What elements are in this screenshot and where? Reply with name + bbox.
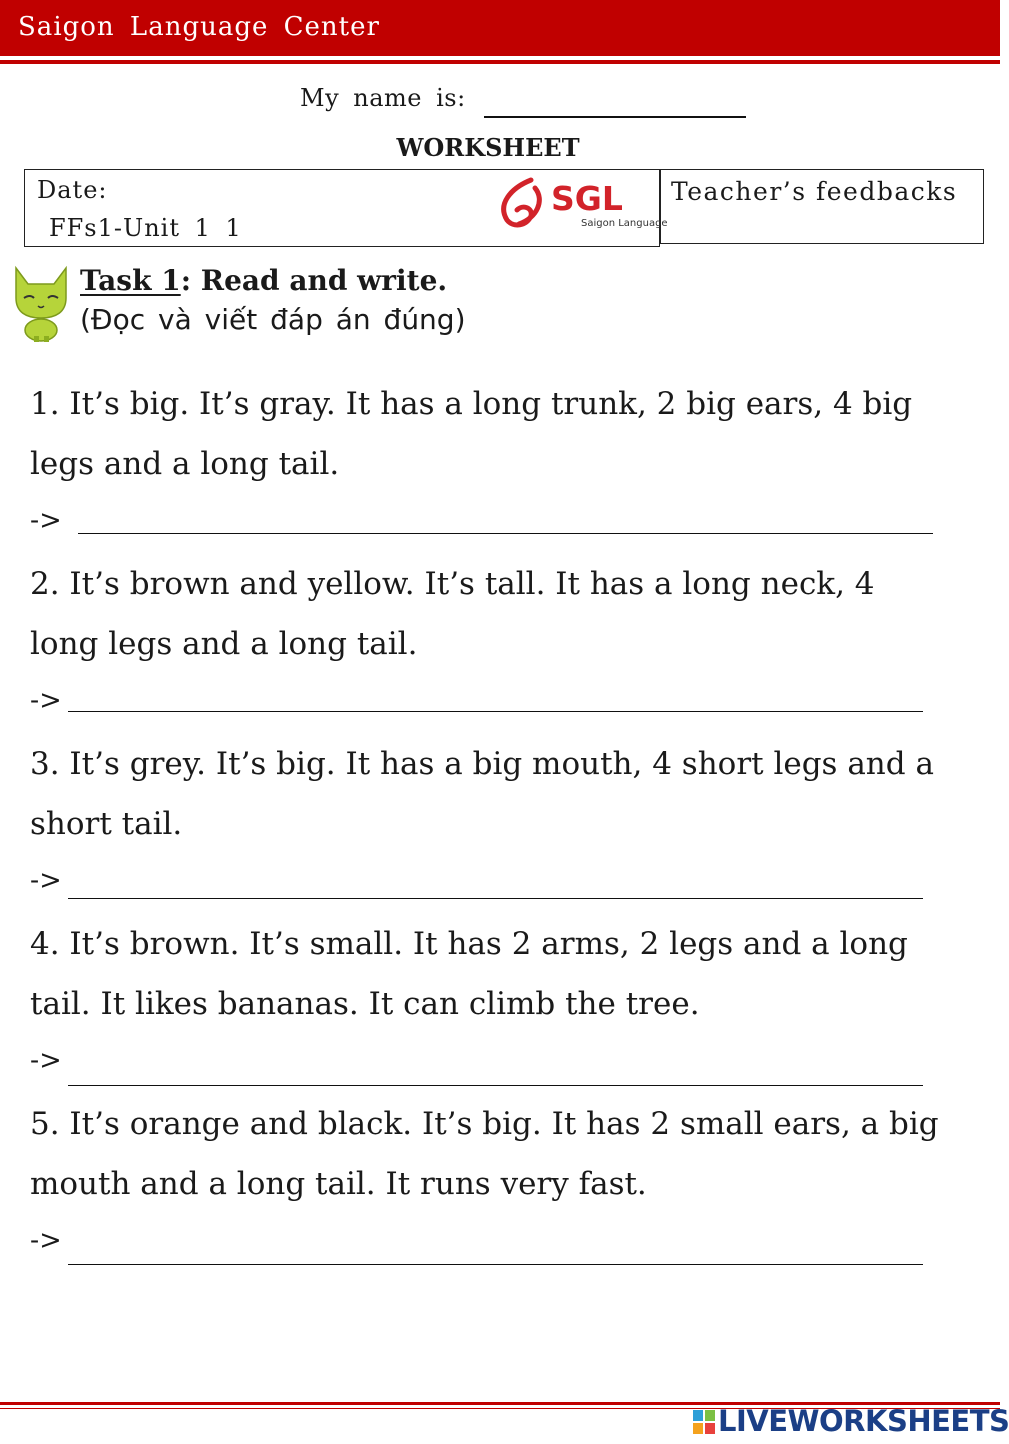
answer-line-5[interactable] [68,1264,923,1265]
question-line: mouth and a long tail. It runs very fast. [30,1166,647,1202]
question-line: 4. It’s brown. It’s small. It has 2 arms, 2 legs and a long [30,926,908,962]
feedback-box [660,169,984,244]
task-number: Task 1 [80,264,181,297]
answer-arrow: -> [30,865,62,896]
answer-line-4[interactable] [68,1085,923,1086]
header-bar [0,0,1000,56]
info-box [24,169,668,247]
sgl-logo-text: SGL [551,179,623,218]
name-label: My name is: [300,84,466,112]
question-line: short tail. [30,806,183,842]
question-1 [30,374,980,494]
question-2 [30,554,980,674]
answer-arrow: -> [30,1225,62,1256]
header-divider [0,60,1000,64]
sgl-logo-subtext: Saigon Language [581,218,668,229]
task-subtitle: (Đọc và viết đáp án đúng) [80,303,466,336]
liveworksheets-brand[interactable]: LIVEWORKSHEETS [718,1404,1009,1438]
question-line: 2. It’s brown and yellow. It’s tall. It has a long neck, 4 [30,566,875,602]
question-line: 3. It’s grey. It’s big. It has a big mouth, 4 short legs and a [30,746,934,782]
question-line: long legs and a long tail. [30,626,418,662]
feedback-label: Teacher’s feedbacks [671,177,958,206]
center-name: Saigon Language Center [18,12,380,42]
answer-arrow: -> [30,685,62,716]
name-input-line[interactable] [484,116,746,118]
question-4 [30,914,980,1034]
task-colon: : [180,264,192,297]
question-line: legs and a long tail. [30,446,340,482]
question-line: 5. It’s orange and black. It’s big. It has 2 small ears, a big [30,1106,939,1142]
task-title [80,264,447,297]
cat-icon [10,264,72,342]
unit-label: FFs1-Unit 1 1 [49,214,242,242]
date-label: Date: [37,176,108,204]
question-5 [30,1094,980,1214]
answer-line-3[interactable] [68,898,923,899]
question-line: tail. It likes bananas. It can climb the tree. [30,986,700,1022]
answer-line-2[interactable] [68,711,923,712]
question-3 [30,734,980,854]
sgl-swirl-icon [504,180,540,225]
answer-arrow: -> [30,505,62,536]
worksheet-title: WORKSHEET [396,133,580,162]
question-line: 1. It’s big. It’s gray. It has a long trunk, 2 big ears, 4 big [30,386,913,422]
answer-line-1[interactable] [78,533,933,534]
answer-arrow: -> [30,1045,62,1076]
task-instruction: Read and write. [191,264,448,297]
sgl-logo [493,174,668,234]
liveworksheets-icon [692,1409,716,1435]
